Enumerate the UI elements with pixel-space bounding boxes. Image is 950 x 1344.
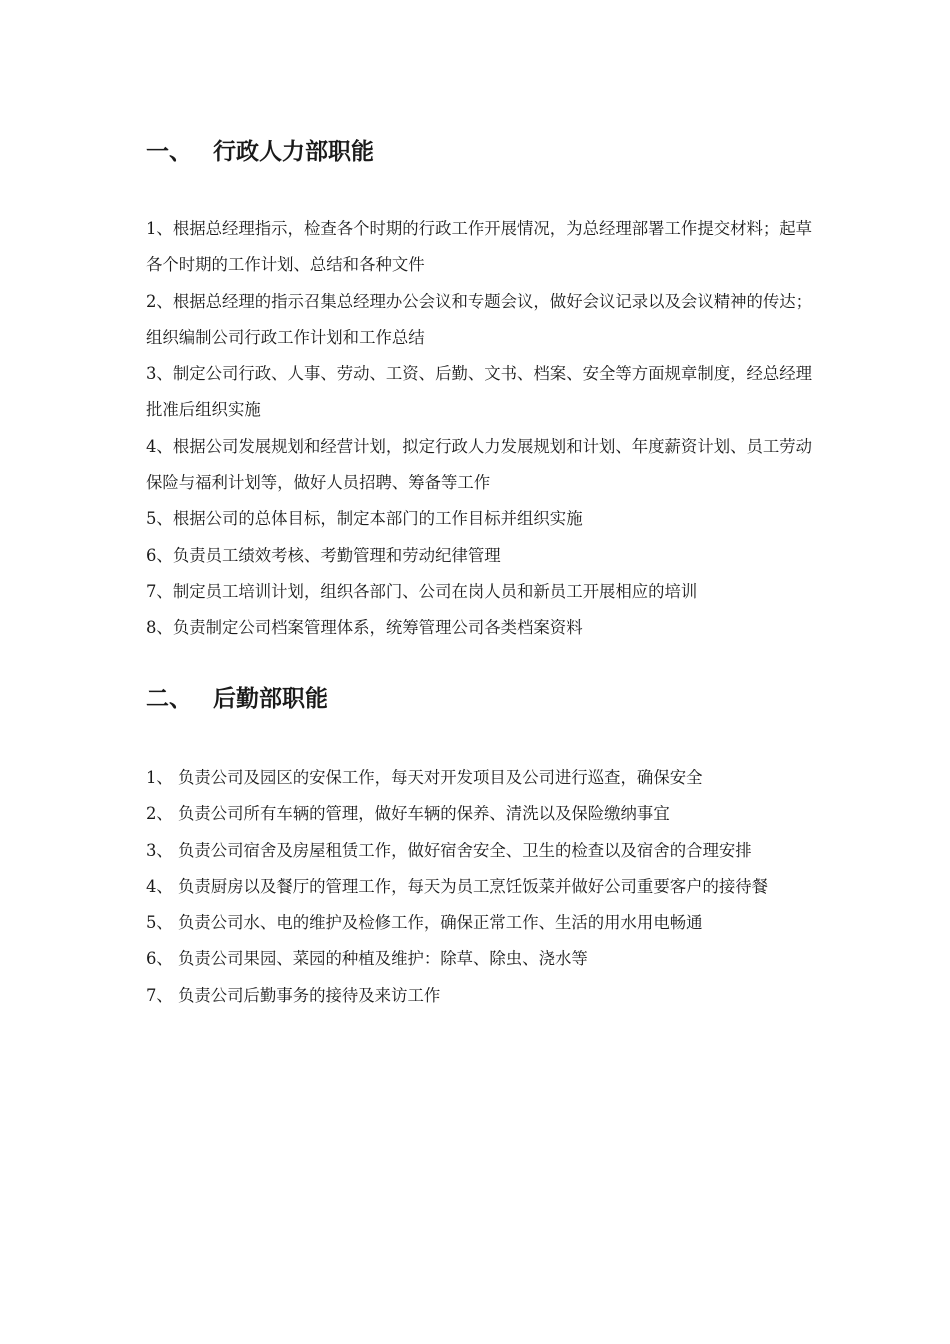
item-number: 6、 bbox=[146, 949, 173, 969]
item-text: 负责公司及园区的安保工作，每天对开发项目及公司进行巡查，确保安全 bbox=[178, 768, 703, 787]
section-2-heading bbox=[146, 684, 328, 714]
section-2-title: 后勤部职能 bbox=[213, 686, 328, 712]
list-item: 5、根据公司的总体目标，制定本部门的工作目标并组织实施 bbox=[146, 509, 583, 529]
section-1-heading bbox=[146, 137, 374, 167]
item-number: 7、 bbox=[146, 985, 173, 1005]
list-item: 3、制定公司行政、人事、劳动、工资、后勤、文书、档案、安全等方面规章制度，经总经理批准后组织实施 bbox=[146, 364, 813, 420]
list-item bbox=[146, 760, 826, 796]
list-item: 1、根据总经理指示，检查各个时期的行政工作开展情况，为总经理部署工作提交材料；起草各个时期的工作计划、总结和各种文件 bbox=[146, 219, 813, 275]
item-text: 负责厨房以及餐厅的管理工作，每天为员工烹饪饭菜并做好公司重要客户的接待餐 bbox=[178, 876, 769, 896]
list-item: 4、根据公司发展规划和经营计划，拟定行政人力发展规划和计划、年度薪资计划、员工劳动保险与福利计划等，做好人员招聘、筹备等工作 bbox=[146, 436, 813, 493]
item-number: 4、 bbox=[146, 876, 173, 896]
item-number: 5、 bbox=[146, 913, 173, 933]
list-item bbox=[146, 796, 826, 832]
list-item: 7、制定员工培训计划，组织各部门、公司在岗人员和新员工开展相应的培训 bbox=[146, 581, 698, 601]
list-item bbox=[146, 978, 826, 1014]
list-item bbox=[146, 869, 826, 905]
item-text: 负责公司宿舍及房屋租赁工作，做好宿舍安全、卫生的检查以及宿舍的合理安排 bbox=[178, 840, 752, 860]
item-number: 3、 bbox=[146, 840, 173, 860]
list-item: 6、负责员工绩效考核、考勤管理和劳动纪律管理 bbox=[146, 545, 501, 565]
item-text: 负责公司所有车辆的管理，做好车辆的保养、清洗以及保险缴纳事宜 bbox=[178, 804, 670, 824]
list-item: 8、负责制定公司档案管理体系，统筹管理公司各类档案资料 bbox=[146, 618, 583, 638]
list-item bbox=[146, 941, 826, 977]
item-text: 负责公司果园、菜园的种植及维护：除草、除虫、浇水等 bbox=[178, 949, 588, 969]
list-item: 2、根据总经理的指示召集总经理办公会议和专题会议，做好会议记录以及会议精神的传达；组织编制公司行政工作计划和工作总结 bbox=[146, 291, 813, 347]
list-item bbox=[146, 905, 826, 941]
section-1-list bbox=[146, 211, 826, 647]
list-item bbox=[146, 833, 826, 869]
section-2-list bbox=[146, 760, 826, 1014]
item-text: 负责公司水、电的维护及检修工作，确保正常工作、生活的用水用电畅通 bbox=[178, 913, 703, 933]
item-text: 负责公司后勤事务的接待及来访工作 bbox=[178, 985, 441, 1005]
item-number: 2、 bbox=[146, 804, 173, 824]
item-number: 1、 bbox=[146, 768, 173, 787]
section-2-number: 二、 bbox=[146, 686, 192, 712]
section-1-title: 行政人力部职能 bbox=[213, 139, 374, 165]
section-1-number: 一、 bbox=[146, 139, 192, 165]
